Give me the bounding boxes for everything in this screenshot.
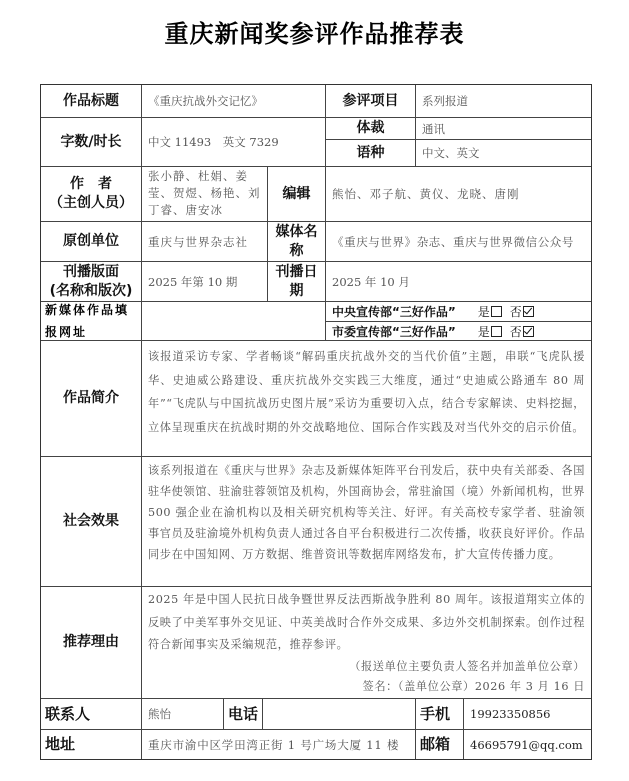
- social-effect-label: 社会效果: [41, 457, 142, 587]
- authors-label-line2: （主创人员）: [49, 195, 133, 211]
- new-media-url-label: 新媒体作品填报网址: [41, 302, 142, 341]
- editors-label: 编辑: [268, 167, 326, 222]
- original-unit-value: 重庆与世界杂志社: [142, 222, 268, 262]
- social-effect-text: 该系列报道在《重庆与世界》杂志及新媒体矩阵平台刊发后，获中央有关部委、各国驻华使领馆、驻渝驻蓉领馆及机构，外国商协会，常驻渝国（境）外新闻机构，世界 500 强企业在渝机构以及相关研究机构等关注、好评。有关高校专家学者、驻渝领事官员及驻渝境外机构负责人通过各自平台积极进行二次传播，收获良好评价。作品同步在中国知网、万方数据、维普资讯等数据库网络发布，扩大宣传传播力度。: [142, 457, 591, 587]
- phone-label: 电话: [224, 699, 263, 730]
- word-count-value: 中文 11493 英文 7329: [142, 118, 326, 167]
- municipal-yes-label: 是: [477, 324, 490, 339]
- recommendation-form-table: [40, 84, 592, 760]
- publish-page-label-line1: 刊播版面: [63, 263, 119, 280]
- phone-value: [263, 699, 416, 730]
- media-name-value: 《重庆与世界》杂志、重庆与世界微信公众号: [326, 222, 591, 262]
- address-label: 地址: [41, 730, 142, 759]
- central-yes-option[interactable]: [478, 303, 506, 320]
- central-no-option[interactable]: [510, 303, 538, 320]
- genre-value: 通讯: [416, 118, 591, 140]
- language-value: 中文、英文: [416, 140, 591, 167]
- new-media-url-value[interactable]: [142, 302, 326, 341]
- mobile-label: 手机: [416, 699, 464, 730]
- contact-value: 熊怡: [142, 699, 224, 730]
- work-title-value: 《重庆抗战外交记忆》: [142, 85, 326, 118]
- municipal-no-option[interactable]: [510, 323, 538, 340]
- editors-value: 熊怡、邓子航、黄仪、龙晓、唐刚: [326, 167, 591, 222]
- email-value: 46695791@qq.com: [470, 737, 583, 752]
- category-label: 参评项目: [326, 85, 416, 118]
- municipal-no-label: 否: [509, 324, 522, 339]
- municipal-good-work-label: 市委宣传部“三好作品”: [332, 324, 456, 339]
- email-label: 邮箱: [416, 730, 464, 759]
- recommendation-text: 2025 年是中国人民抗日战争暨世界反法西斯战争胜利 80 周年。该报道翔实立体的反映了中美军事外交见证、中英美战时合作外交成果、多边外交机制探索。创作过程符合新闻事实及采编规范，推荐参评。: [148, 593, 585, 651]
- summary-label: 作品简介: [41, 341, 142, 457]
- genre-label: 体裁: [326, 118, 416, 140]
- central-yes-label: 是: [477, 305, 490, 319]
- municipal-yes-checkbox[interactable]: [491, 326, 502, 337]
- authors-label: [41, 167, 142, 222]
- category-value: 系列报道: [416, 85, 591, 118]
- page-title: 重庆新闻奖参评作品推荐表: [164, 19, 465, 48]
- publish-date-label: 刊播日期: [268, 262, 326, 302]
- central-no-checkbox[interactable]: [523, 306, 534, 317]
- original-unit-label: 原创单位: [41, 222, 142, 262]
- summary-text: 该报道采访专家、学者畅谈“解码重庆抗战外交的当代价值”主题，串联“飞虎队援华、史迪威公路建设、重庆抗战外交实践三大维度，通过“史迪威公路通车 80 周年”“飞虎队与中国抗战历史图片展”采访为重要切入点，结合专家解读、史料挖掘，立体呈现重庆在抗战时期的外交战略地位、国际合作实践及对当代外交的启示价值。: [142, 341, 591, 457]
- word-count-label: 字数/时长: [41, 118, 142, 167]
- publish-page-label: [41, 262, 142, 302]
- language-label: 语种: [326, 140, 416, 167]
- municipal-yes-option[interactable]: [478, 323, 506, 340]
- publish-page-label-line2: (名称和版次): [49, 282, 133, 299]
- mobile-value: 19923350856: [464, 699, 591, 730]
- authors-label-line1: 作 者: [70, 176, 112, 192]
- address-value: 重庆市渝中区学田湾正街 1 号广场大厦 11 楼: [142, 730, 416, 759]
- publish-page-value: 2025 年第 10 期: [142, 262, 268, 302]
- central-good-work-row: [326, 302, 591, 322]
- central-no-label: 否: [509, 305, 522, 319]
- recommendation-label: 推荐理由: [41, 587, 142, 699]
- central-good-work-label: 中央宣传部“三好作品”: [332, 305, 456, 319]
- municipal-good-work-row: [326, 322, 591, 341]
- recommendation-signature: 签名：（盖单位公章）2026 年 3 月 16 日: [362, 679, 585, 693]
- recommendation-note: （报送单位主要负责人签名并加盖单位公章）: [349, 659, 585, 673]
- recommendation-cell: [142, 587, 591, 699]
- work-title-label: 作品标题: [41, 85, 142, 118]
- central-yes-checkbox[interactable]: [491, 306, 502, 317]
- authors-value: 张小静、杜娟、姜莹、贺煜、杨艳、刘丁睿、唐安冰: [142, 167, 268, 222]
- contact-label: 联系人: [41, 699, 142, 730]
- media-name-label: 媒体名称: [268, 222, 326, 262]
- publish-date-value: 2025 年 10 月: [326, 262, 591, 302]
- municipal-no-checkbox[interactable]: [523, 326, 534, 337]
